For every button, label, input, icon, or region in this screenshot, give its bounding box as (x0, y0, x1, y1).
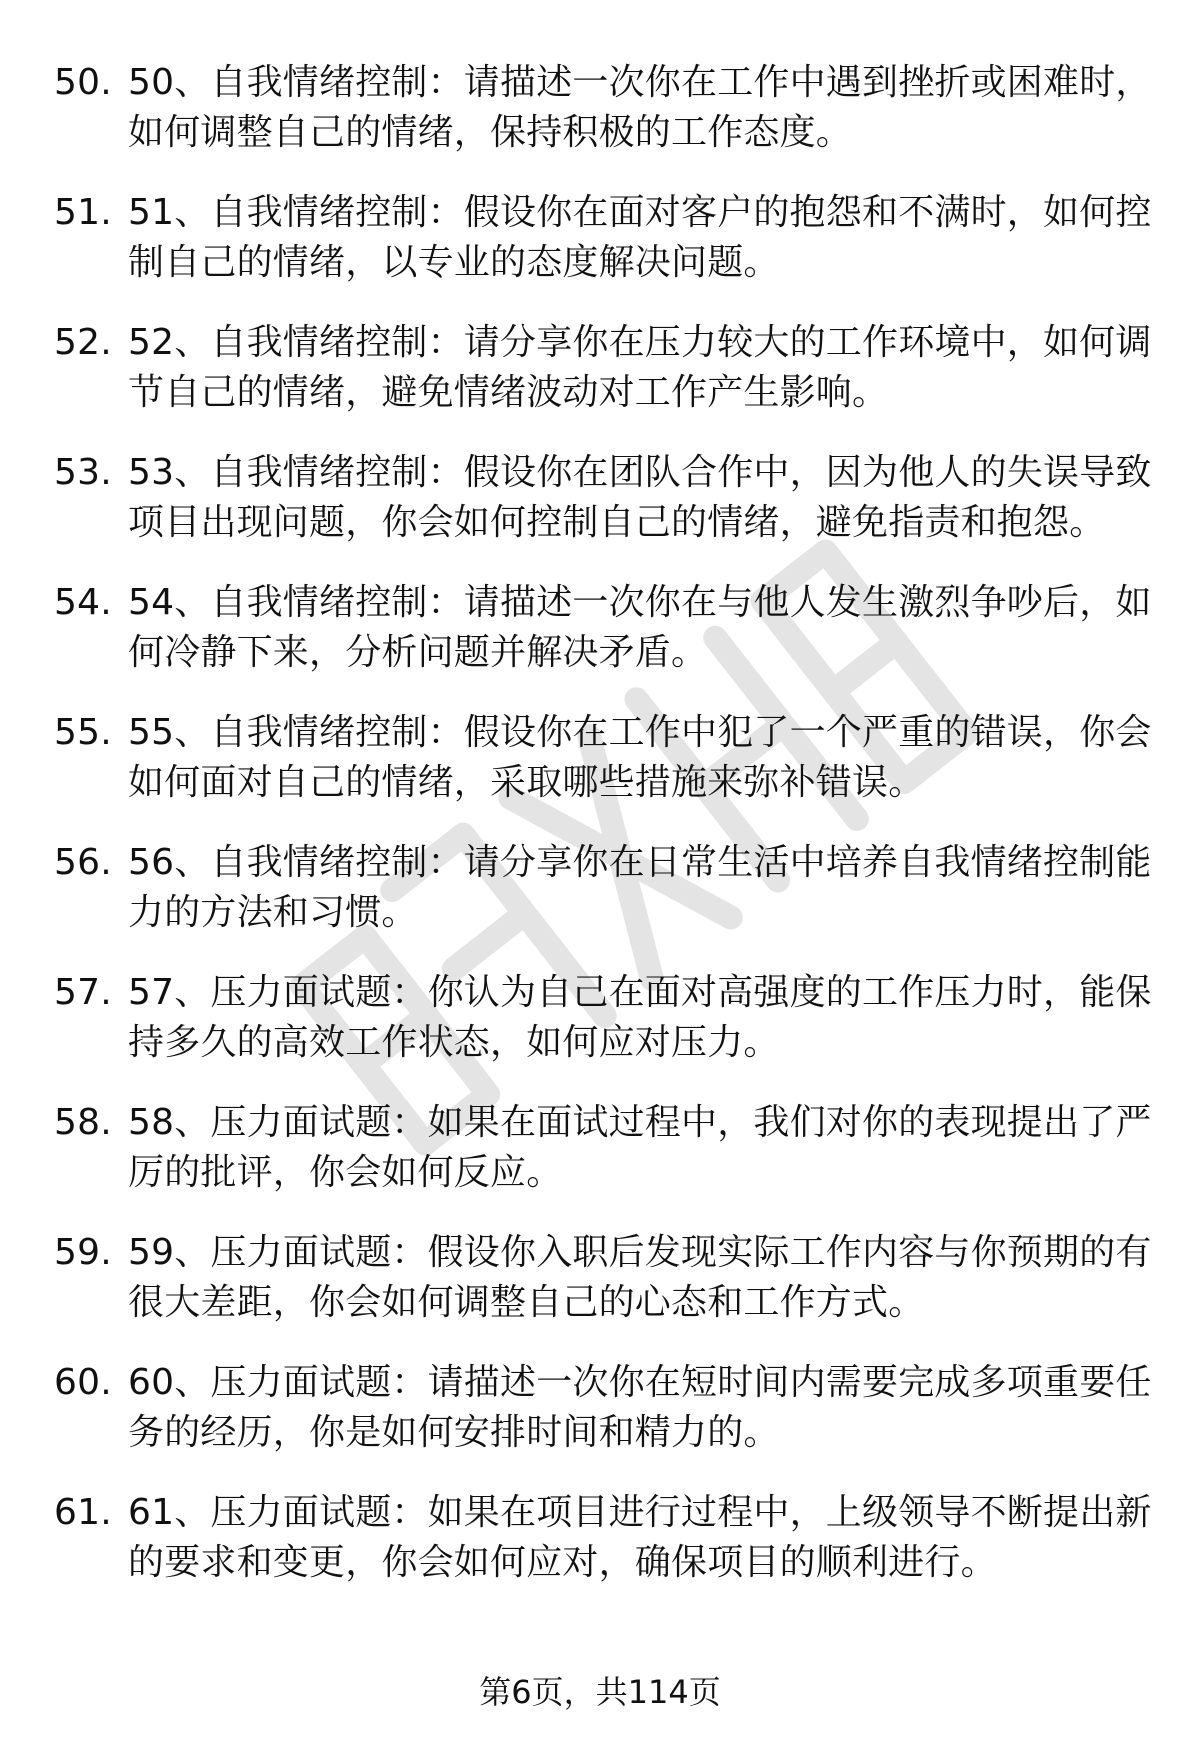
question-item-56 (54, 838, 1164, 938)
question-item-54 (54, 578, 1164, 678)
question-item-61 (54, 1488, 1164, 1588)
page-footer (0, 1670, 1200, 1714)
question-item-60 (54, 1358, 1164, 1458)
question-number: 55. (54, 712, 112, 753)
question-number: 61. (54, 1492, 112, 1533)
question-item-50 (54, 58, 1164, 158)
question-text: 54、自我情绪控制：请描述一次你在与他人发生激烈争吵后，如何冷静下来，分析问题并解决矛盾。 (128, 582, 1152, 673)
question-text: 53、自我情绪控制：假设你在团队合作中，因为他人的失误导致项目出现问题，你会如何控制自己的情绪，避免指责和抱怨。 (128, 452, 1152, 543)
question-text: 57、压力面试题：你认为自己在面对高强度的工作压力时，能保持多久的高效工作状态，如何应对压力。 (128, 972, 1152, 1063)
question-number: 57. (54, 972, 112, 1013)
question-item-55 (54, 708, 1164, 808)
question-number: 50. (54, 62, 112, 103)
question-item-53 (54, 448, 1164, 548)
question-list (54, 58, 1164, 1618)
question-number: 59. (54, 1232, 112, 1273)
question-text: 60、压力面试题：请描述一次你在短时间内需要完成多项重要任务的经历，你是如何安排时间和精力的。 (128, 1362, 1152, 1453)
question-number: 60. (54, 1362, 112, 1403)
question-text: 58、压力面试题：如果在面试过程中，我们对你的表现提出了严厉的批评，你会如何反应。 (128, 1102, 1152, 1193)
question-text: 59、压力面试题：假设你入职后发现实际工作内容与你预期的有很大差距，你会如何调整自己的心态和工作方式。 (128, 1232, 1152, 1323)
question-text: 55、自我情绪控制：假设你在工作中犯了一个严重的错误，你会如何面对自己的情绪，采取哪些措施来弥补错误。 (128, 712, 1152, 803)
page-number-label: 第6页，共114页 (479, 1673, 721, 1711)
question-item-52 (54, 318, 1164, 418)
question-text: 50、自我情绪控制：请描述一次你在工作中遇到挫折或困难时，如何调整自己的情绪，保持积极的工作态度。 (128, 62, 1152, 153)
question-number: 52. (54, 322, 112, 363)
question-number: 56. (54, 842, 112, 883)
question-text: 56、自我情绪控制：请分享你在日常生活中培养自我情绪控制能力的方法和习惯。 (128, 842, 1152, 933)
question-item-51 (54, 188, 1164, 288)
question-number: 58. (54, 1102, 112, 1143)
question-number: 51. (54, 192, 112, 233)
question-item-58 (54, 1098, 1164, 1198)
question-text: 51、自我情绪控制：假设你在面对客户的抱怨和不满时，如何控制自己的情绪，以专业的态度解决问题。 (128, 192, 1152, 283)
question-item-59 (54, 1228, 1164, 1328)
question-number: 54. (54, 582, 112, 623)
question-text: 61、压力面试题：如果在项目进行过程中，上级领导不断提出新的要求和变更，你会如何应对，确保项目的顺利进行。 (128, 1492, 1152, 1583)
question-number: 53. (54, 452, 112, 493)
question-item-57 (54, 968, 1164, 1068)
question-text: 52、自我情绪控制：请分享你在压力较大的工作环境中，如何调节自己的情绪，避免情绪波动对工作产生影响。 (128, 322, 1152, 413)
